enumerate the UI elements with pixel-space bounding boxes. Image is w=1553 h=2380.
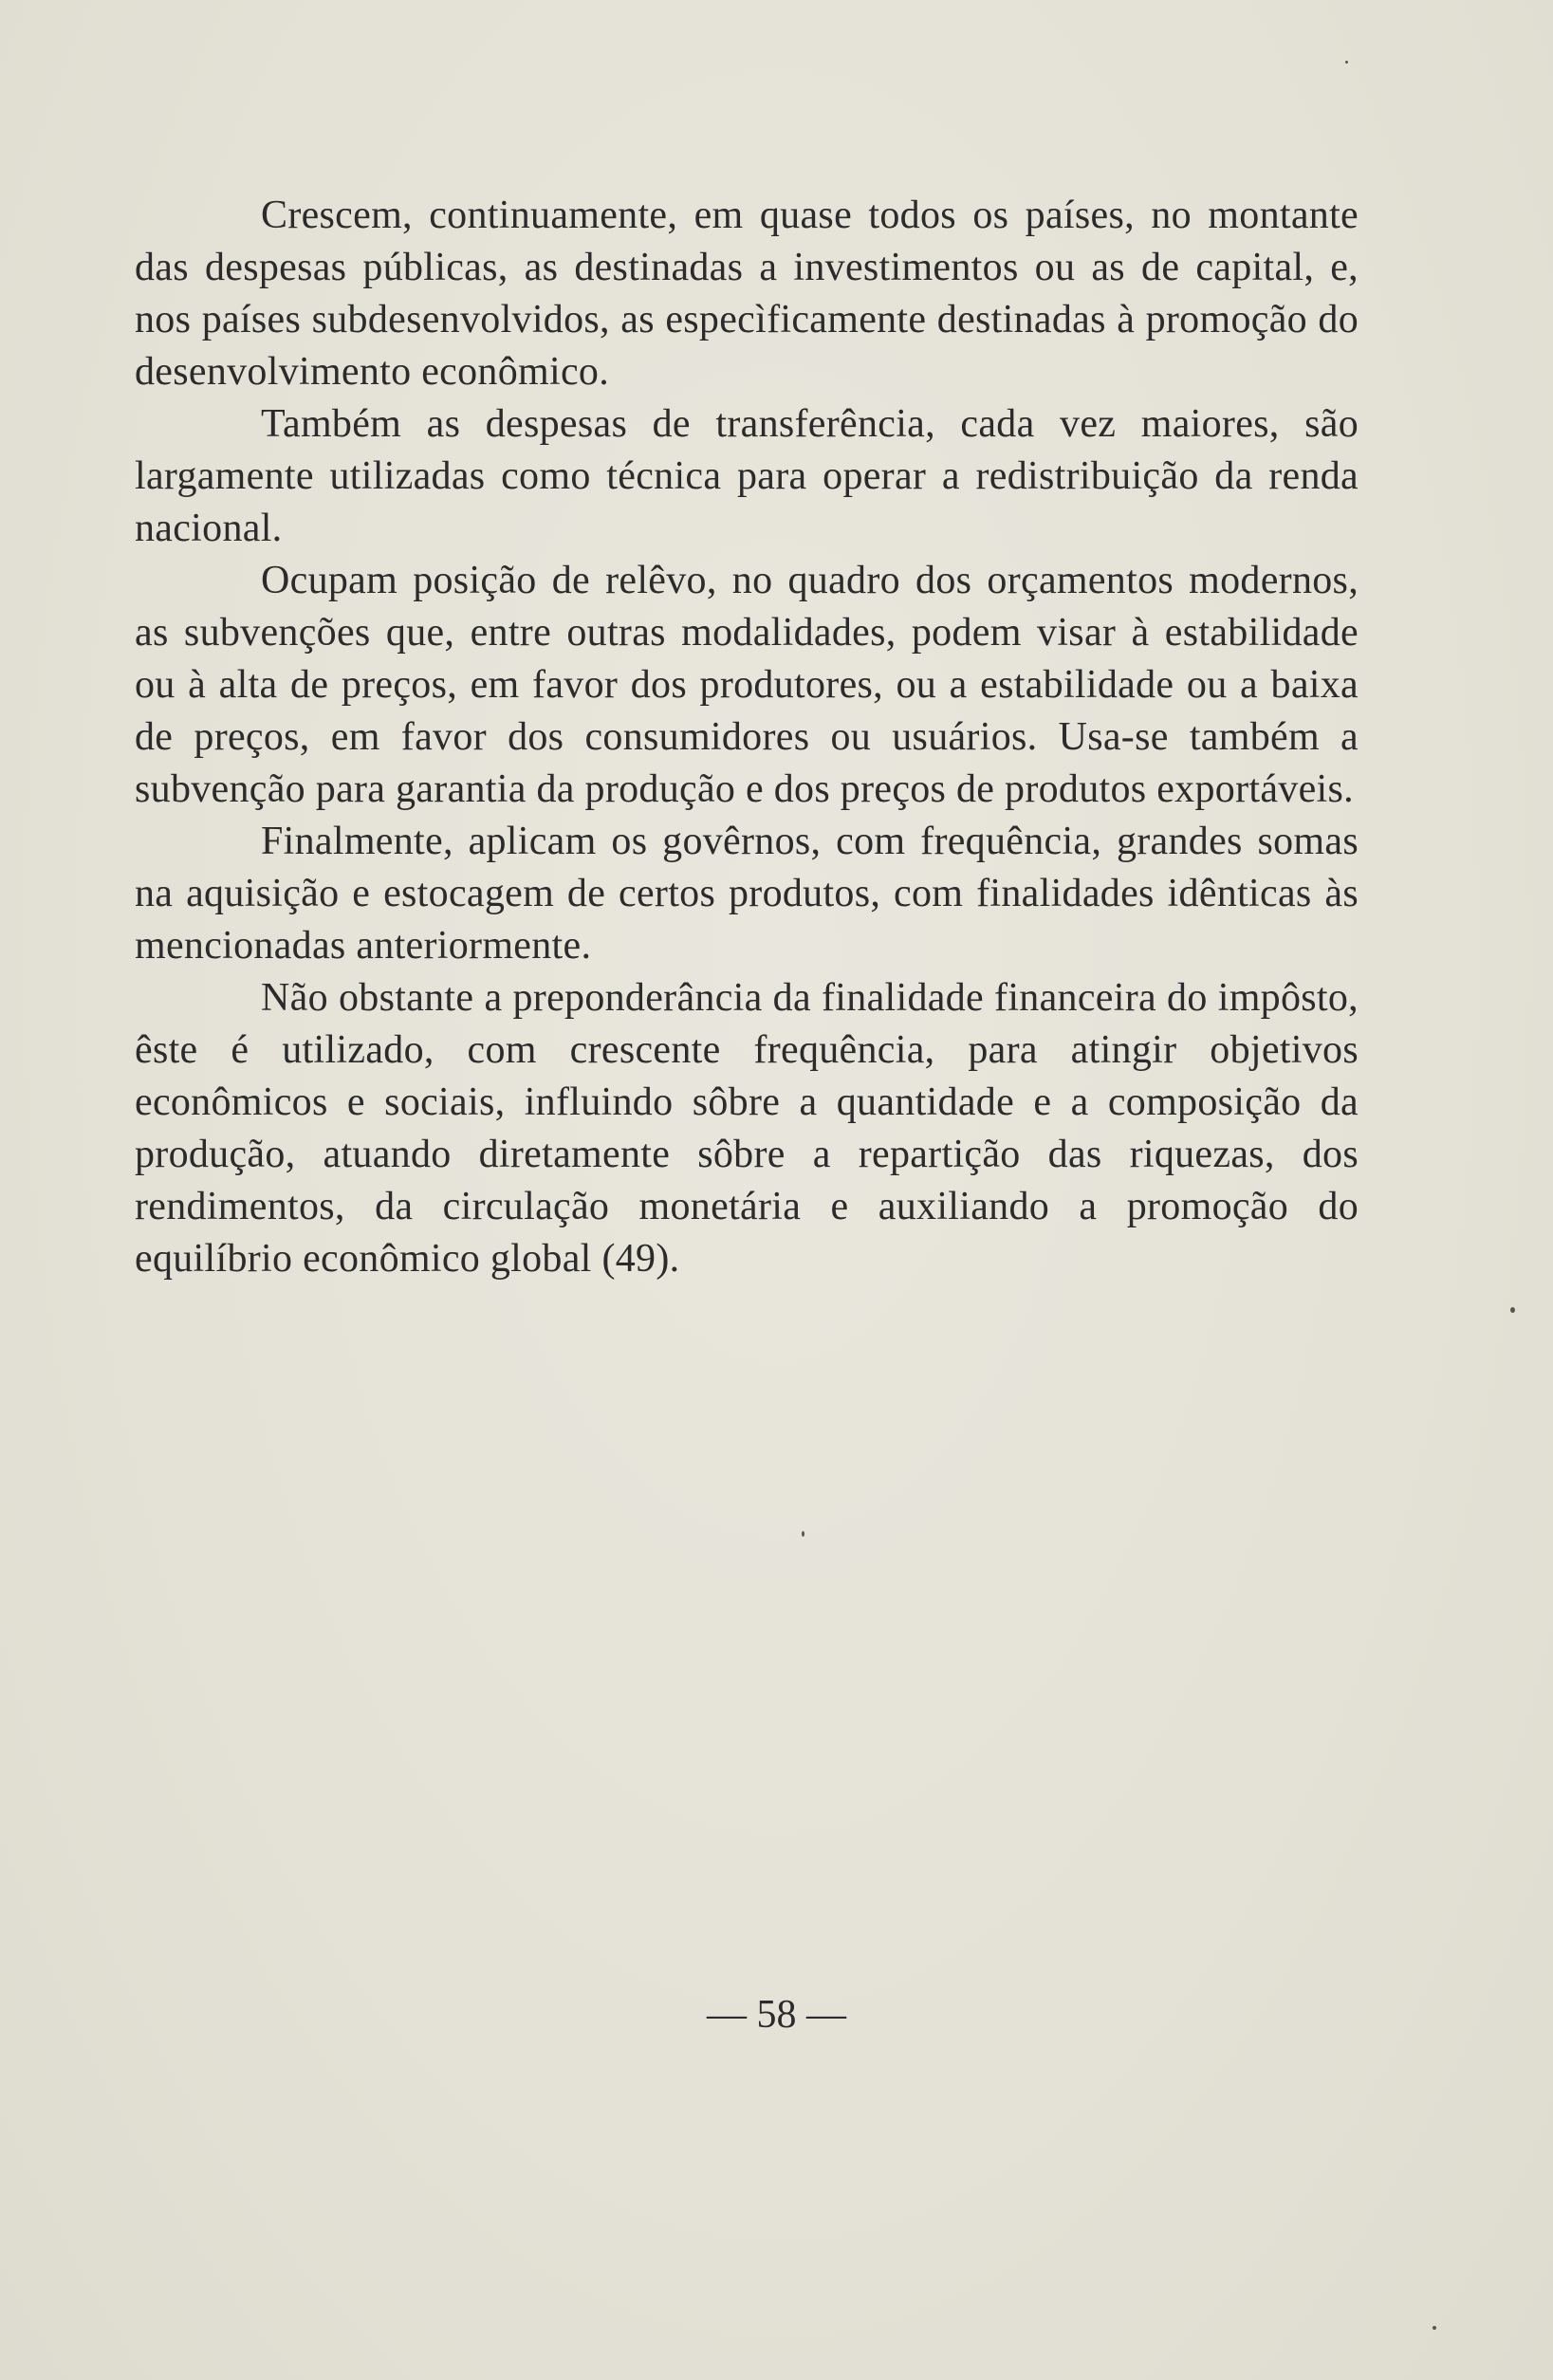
paper-speck-1 (1510, 1307, 1515, 1313)
page-number: — 58 — (707, 1993, 846, 2037)
paragraph-3: Ocupam posição de relêvo, no quadro dos orçamentos modernos, as subvenções que, entre outras modalidades, podem visar à estabilidade ou à alta de preços, em favor dos produtores, ou a estabilidade ou a baixa de preços, em favor dos consumidores ou usuários. Usa-se também a subvenção para garantia da produção e dos preços de produtos exportáveis. (135, 559, 1359, 811)
paper-speck-3 (1345, 61, 1348, 64)
paragraph-5: Não obstante a preponderância da finalidade financeira do impôsto, êste é utilizado, com crescente frequência, para atingir objetivos econômicos e sociais, influindo sôbre a quantidade e a composição da produção, atuando diretamente sôbre a repartição das riquezas, dos rendimentos, da circulação monetária e auxiliando a promoção do equilíbrio econômico global (49). (135, 976, 1359, 1281)
body-text (135, 190, 1359, 1285)
paragraph-1: Crescem, continuamente, em quase todos os países, no montante das despesas públicas, as destinadas a investimentos ou as de capital, e, nos países subdesenvolvidos, as especìficamente destinadas à promoção do desenvolvimento econômico. (135, 194, 1359, 394)
paragraph-2: Também as despesas de transferência, cada vez maiores, são largamente utilizadas como técnica para operar a redistribuição da renda nacional. (135, 402, 1359, 550)
paper-speck-4 (1433, 2326, 1436, 2330)
paragraph-4: Finalmente, aplicam os govêrnos, com frequência, grandes somas na aquisição e estocagem de certos produtos, com finalidades idênticas às mencionadas anteriormente. (135, 820, 1359, 968)
paper-speck-2 (802, 1531, 804, 1537)
